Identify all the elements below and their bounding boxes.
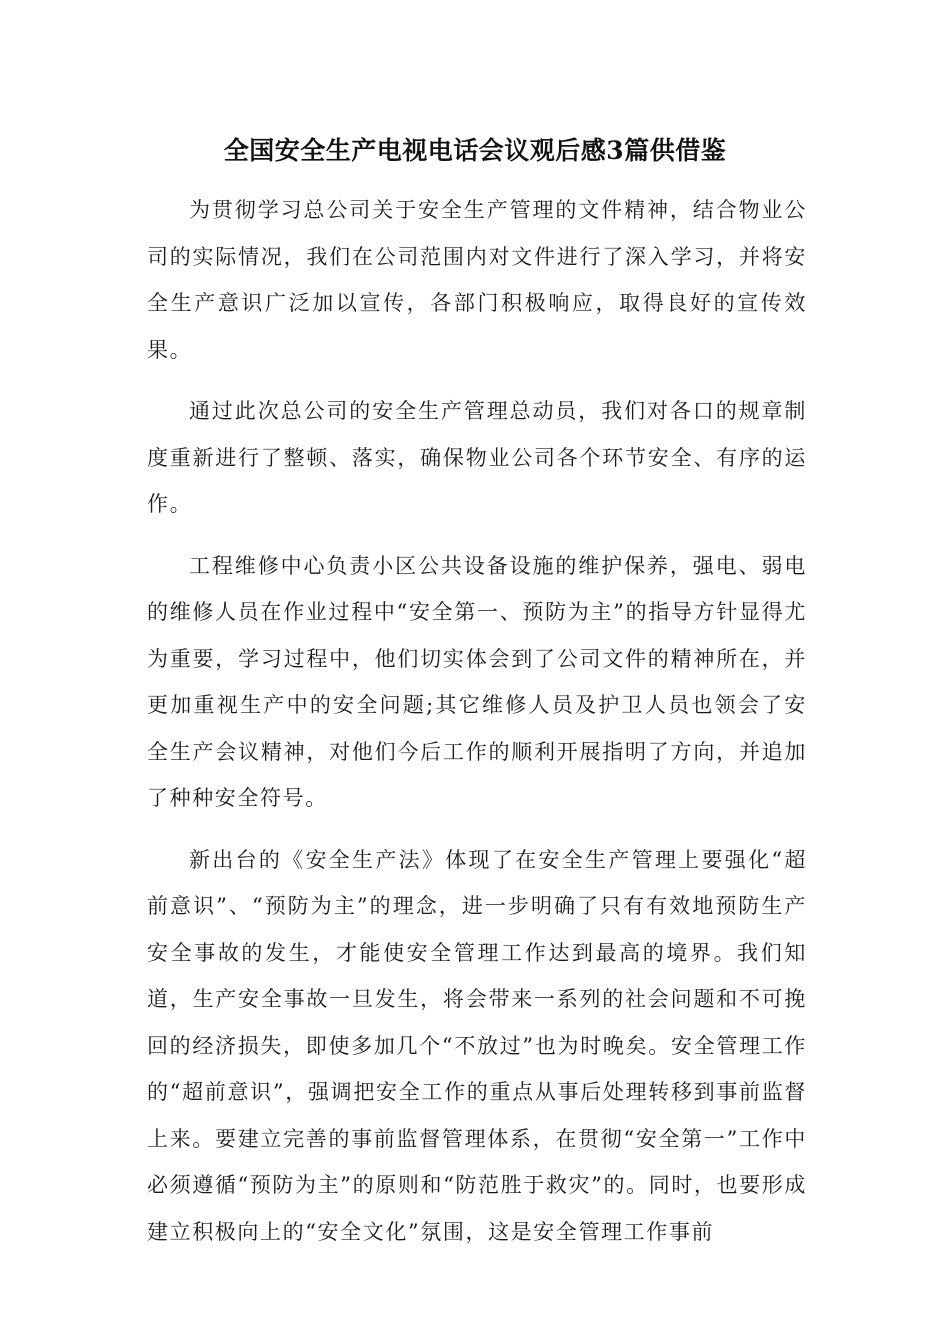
document-body bbox=[147, 187, 807, 1255]
paragraph-2: 通过此次总公司的安全生产管理总动员，我们对各口的规章制度重新进行了整顿、落实，确保物业公司各个环节安全、有序的运作。 bbox=[147, 399, 807, 516]
paragraph-1: 为贯彻学习总公司关于安全生产管理的文件精神，结合物业公司的实际情况，我们在公司范围内对文件进行了深入学习，并将安全生产意识广泛加以宣传，各部门积极响应，取得良好的宣传效果。 bbox=[147, 198, 807, 362]
document-title: 全国安全生产电视电话会议观后感3篇供借鉴 bbox=[223, 136, 727, 165]
paragraph-4: 新出台的《安全生产法》体现了在安全生产管理上要强化“超前意识”、“预防为主”的理念，进一步明确了只有有效地预防生产安全事故的发生，才能使安全管理工作达到最高的境界。我们知道，生产安全事故一旦发生，将会带来一系列的社会问题和不可挽回的经济损失，即使多加几个“不放过”也为时晚矣。安全管理工作的“超前意识”，强调把安全工作的重点从事后处理转移到事前监督上来。要建立完善的事前监督管理体系，在贯彻“安全第一”工作中必须遵循“预防为主”的原则和“防范胜于救灾”的。同时，也要形成建立积极向上的“安全文化”氛围，这是安全管理工作事前 bbox=[147, 847, 807, 1244]
paragraph-3: 工程维修中心负责小区公共设备设施的维护保养，强电、弱电的维修人员在作业过程中“安全第一、预防为主”的指导方针显得尤为重要，学习过程中，他们切实体会到了公司文件的精神所在，并更加重视生产中的安全问题;其它维修人员及护卫人员也领会了安全生产会议精神，对他们今后工作的顺利开展指明了方向，并追加了种种安全符号。 bbox=[147, 553, 807, 810]
